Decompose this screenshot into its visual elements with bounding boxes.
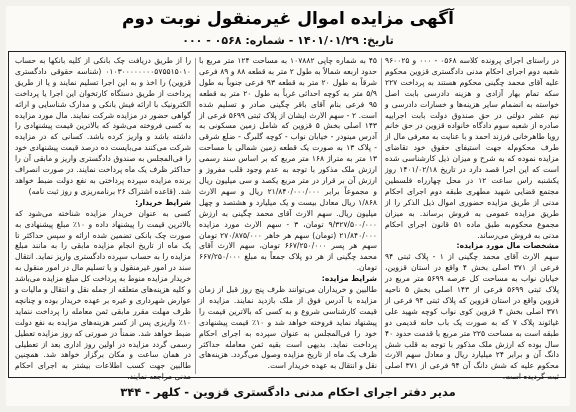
notice-date-number: تاریخ: ۱۴۰۱/۰۱/۲۹ - شماره: ۰۵۶۸ - ۰۰۰ [182,34,394,47]
notice-title: آگهی مزایده اموال غیرمنقول نوبت دوم [122,9,454,29]
auction-notice [6,6,570,406]
column-divider [381,58,382,374]
notice-body-box [8,51,566,382]
text-column-left [15,56,191,382]
subheading-buyer-terms: شرایط خریدار: [135,197,191,207]
paragraph: ۴۵ به شماره چاپی ۱۰۷۸۸۲ به مساحت ۱۲۴ متر مربع با حدود اربعه شمالاً به طول ۲ متر به قطعه ۸۸ و ۸۹ فرعی شرقاً به طول ۲۰ متر به قطعه ۹۳ فرعی جنوباً به طول ۵/۹ متر به کوچه احداثی غرباً به طول ۲۰ متر به قطعه ۹۵ فرعی بنام آقای باقر چگینی صادر و تسلیم شده است. ۲ - سهم الارث ایشان از پلاک ثبتی ۵۶۹۹ فرعی از ۱۴۳ اصلی بخش ۵ قزوین که شامل زمین مسکونی به آدرس مینودر - خیابان نواب - کوچه گلبرگ - ضلع شرقی - پلاک ۱۳ به صورت یک قطعه زمین شمالی با مساحت ۱۳ متر به متراژ ۱۶۸ متر مربع که بر اساس سند رسمی ارزش ملک مذکور با توجه به عدم وجود قلب مفروز و ارزش آن بر قرار در متر مربع یکصد و سی میلیون ریال و مجموعاً برابر ۲۱/۸۴۰/۰۰۰/۰۰۰ ریال و سهم الارث ۱/۸۶۸ ریال معادل بیست و یک میلیارد و هشتصد و چهل میلیون ریال. سهم الارث آقای محمد چگینی به ارزش ۹/۳۲۷/۵۰۰/۰۰۰ تومان، ۳ - سهم الارث مورد مزایده ۲۱/۸۴۰/۰۰۰ (تومان) سهم هر خاهر ۲۷۰/۸۷۵/۰۰۰ تومان سهم هر پسر ۶۶۷/۲۵۰/۰۰۰ تومان، سهم الارث آقای محمد چگینی از هر دو پلاک جمعاً به مبلغ ۶۶۷/۲۵۰/۰۰۰ تومان. [199,56,378,273]
subheading-property-specs: مشخصات مال مورد مزایده: [456,241,559,251]
paragraph: را از طریق دریافت چک بانکی از کلیه بانکها به حساب ۰۱۰۳۰۰۰۰۰۰۰۰۵۷۵۵۱۵۰۱۰ (شناسه حقوقی دادگستری قزوین) را اخذ و به این اجرا تسلیم نمایند و یا از طریق پرداخت از طریق دستگاه کارتخوان این اجرا یا پرداخت الکترونیک با ارائه فیش بانکی و مدارک شناسایی و ارائه گواهی حضور در مزایده شرکت نمایند. مال مورد مزایده به کسی فروخته می‌شود که بالاترین قیمت پیشنهادی را داشته باشد و واریز کرده باشد. کسانی که در مزایده شرکت می‌کنند می‌بایست ده درصد قیمت پیشنهادی خود را فی‌المجلس به صندوق دادگستری واریز و مابقی آن را حداکثر ظرف یک ماه پرداخت نمایند. در صورت انصراف برنده مزایده سپرده پرداختی به نفع دولت ضبط خواهد شد. (قاعده اشتراک ۲۶ برنامه‌ریزی و روز ثبت نامه) [15,56,191,196]
subheading-auction-terms: شرایط مزایده: [321,274,377,284]
text-column-middle [199,56,377,374]
paragraph: سهم الارث آقای محمد چگینی از ۱ - پلاک ثبتی ۹۴ فرعی از ۳۷۱ اصلی بخش ۴ واقع در استان قزوین، خیابان نواب به مساحت کل عرصه ۵۶۹۹ متر مربع در پلاک ثبتی ۵۶۹۹ فرعی از ۱۴۳ اصلی بخش ۵ ناحیه قزوین واقع در استان قزوین که پلاک ثبتی ۹۴ فرعی از ۳۷۱ اصلی بخش ۴ قزوین کوی نواب کوچه شهید علی غیاثوند پلاک ۷ که به صورت یک باب خانه قدیمی دو طبقه است به مساحت ۲۲۵ متر مربع با قدمت حدود ۴۰ سال بوده که ارزش ملک مذکور با توجه به قلب شش دانگ آن و برابر ۲۴ میلیارد ریال و معادل سهم الارث محکوم علیه که شش دانگ آن ۹۴ فرعی از ۳۷۱ اصلی ثبت گردیده است. [385,252,560,382]
text-column-right [385,56,560,382]
paragraph: کسی به عنوان خریدار مزایده شناخته می‌شود که بالاترین قیمت را پیشنهاد داده و ۱۰٪ مبلغ پیشنهادی به صورت چک بانکی تضمین شده ارائه و سپس حداکثر تا یک ماه از تاریخ انجام مزایده مابقی را به مانند مبلغ مزایده را به حساب سپرده دادگستری واریز نماید. انتقال سند در امور غیرمنقول و یا تسلیم مال در امور منقول به خریدار مزایده منوط به پرداخت کل مبلغ مزایده می‌باشد و کلیه هزینه‌های متعلقه از جمله نقل و انتقال و مالیات و عوارض شهرداری و غیره بر عهده خریدار بوده و چنانچه ظرف مهلت مقرر مابقی ثمن معامله را پرداخت ننماید ۱۰٪ واریزی پس از کسر هزینه‌های مزایده به نفع دولت ضبط خواهد شد. ضمناً در صورتی که روز مزایده تعطیل رسمی گردد مزایده در اولین روز اداری بعد از تعطیلی در همان ساعت و مکان برگزار خواهد شد. همچنین طالبین جهت کسب اطلاعات بیشتر به اجرای احکام مدنی مراجعه نمایند. [15,208,191,382]
notice-signature: مدیر دفتر اجرای احکام مدنی دادگستری قزوین - کلهر - ۳۴۴ [120,385,456,399]
column-divider [195,58,196,374]
paragraph: در راستای اجرای پرونده کلاسه ۰۵۶۸ - ۰۰۰ و ۹۶۰۰۲۵ شعبه دوم اجرای احکام مدنی دادگستری قزوین محکوم علیه آقای محمد چگینی محکوم هستند به پرداخت ۲۲۷ سکه تمام بهار آزادی و هزینه دادرسی بابت اصل خواسته به انضمام سایر هزینه‌ها و خسارات دادرسی و نیم عشر دولتی در حق صندوق دولت بابت اجراییه صادره از شعبه سوم دادگاه خانواده قزوین در حق خانم رویا طاهرخانی فرزند احمد و با عنایت به معرفی مال از طرف محکوم‌له جهت استیفای حقوق خود تقاضای مزایده نموده که به شرح و میزان ذیل کارشناسی شده است که این اجرا قصد دارد در تاریخ ۱۴۰۱/۰۲/۱۸ روز یکشنبه راس ساعت ۱۲ در محل چهارراه فلسطین مجتمع قضایی شهید مطهری طبقه دوم اجرای احکام مدنی از طریق مزایده حضوری اموال ذیل الذکر را از طریق مزایده عمومی به فروش برساند. به میزان مجموع محکوم‌به طبق ماده ۵۱ قانون اجرای احکام مدنی به فروش می‌رساند. [385,56,559,240]
paragraph: طالبین و خریداران می‌توانند ظرف پنج روز قبل از زمان مزایده با آدرس فوق از ملک بازدید نمایند. مزایده از قیمت کارشناسی شروع و به کسی که بالاترین قیمت را پیشنهاد نماید فروخته خواهد شد و ۱۰٪ قیمت پیشنهادی خود را فی‌المجلس به عنوان سپرده به اجرای احکام پرداخت نماید. بدیهی است بقیه ثمن معامله حداکثر ظرف یک ماه از تاریخ مزایده وصول می‌گردد. هزینه‌های نقل و انتقال به عهده خریدار است. [199,285,377,371]
